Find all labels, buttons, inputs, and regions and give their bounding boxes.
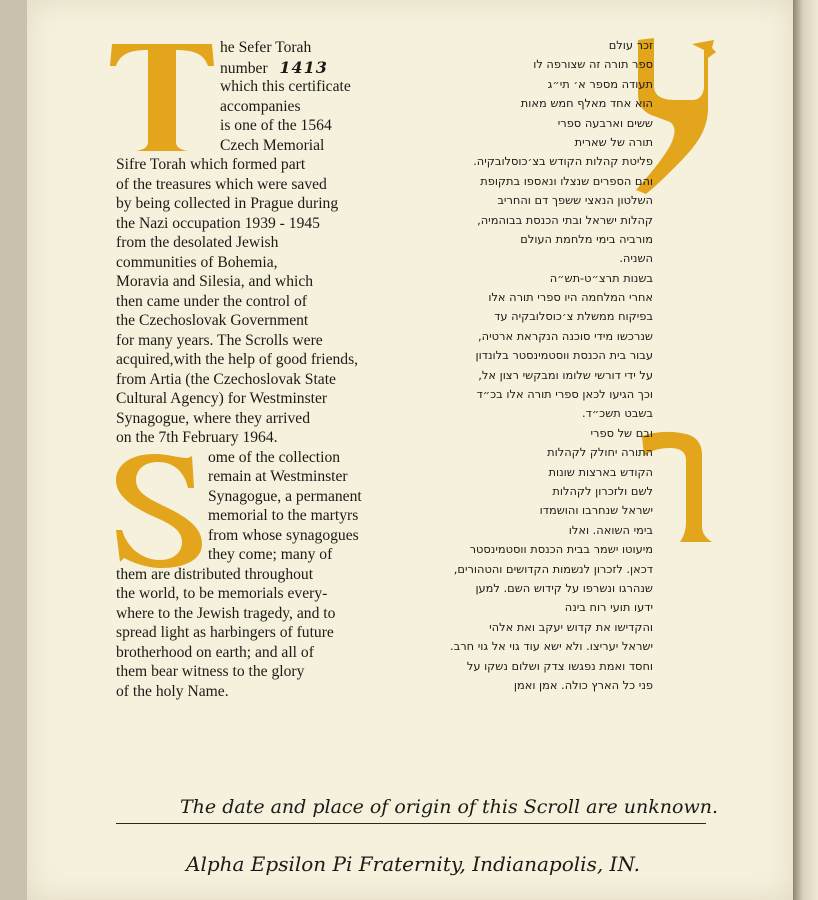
hebrew-line: בימי השואה. ואלו [568,522,653,537]
english-line: from the desolated Jewish [116,234,279,251]
hebrew-text [363,36,653,695]
divider-rule [116,823,706,824]
english-line: where to the Jewish tragedy, and to [116,604,336,622]
hebrew-line: שנרכשו מידי סוכנה הנקראת ארטיה, [478,328,653,343]
hebrew-line: לשם ולזכרון לקהלות [552,483,653,498]
hebrew-line: ישראל שנחרבו והושמדו [539,503,653,518]
english-line: from whose synagogues [208,526,359,544]
english-line: number [220,59,268,77]
hebrew-line: ששים וארבעה ספרי [557,115,653,130]
hebrew-line: תורה של שארית [574,134,653,149]
hebrew-line: וכך הגיעו לכאן ספרי תורה אלו בכ״ד [476,387,653,402]
hebrew-line: מורביה בימי מלחמת העולם [520,231,653,246]
english-line: the Czechoslovak Government [116,312,309,329]
english-line: of the holy Name. [116,682,229,700]
hebrew-line: השלטון הנאצי ששפך דם והחריב [497,193,653,208]
english-line: Synagogue, where they arrived [116,409,310,427]
hebrew-line: על ידי דורשי שלומו ומבקשי רצון אל, [478,367,653,382]
hebrew-line: קהלות ישראל ובתי הכנסת בבוהמיה, [477,212,653,227]
english-line: them are distributed throughout [116,565,314,583]
english-line: communities of Bohemia, [116,253,278,271]
english-line: they come; many of [208,546,333,563]
english-line: Czech Memorial [220,136,325,154]
hebrew-line: וחסד ואמת נפגשו צדק ושלום נשקו על [466,658,653,673]
english-line: Sifre Torah which formed part [116,156,306,173]
hebrew-line: עבור בית הכנסת ווסטמינסטר בלונדון [475,348,653,363]
hebrew-line: בשבט תשכ״ד. [581,406,653,421]
hebrew-line: ישראל יעריצו. ולא ישא עוד גוי אל גוי חרב. [450,639,653,654]
english-line: acquired,with the help of good friends, [116,351,359,368]
english-line: for many years. The Scrolls were [116,331,323,349]
english-line: spread light as harbingers of future [116,624,334,641]
english-line: of the treasures which were saved [116,175,327,193]
english-line: Synagogue, a permanent [208,487,362,505]
hebrew-line: ובם של ספרי [590,425,653,440]
hebrew-line: ספר תורה זה שצורפה לו [533,57,653,72]
page-edge [793,0,818,900]
hebrew-line: בפיקוח ממשלת צ׳כוסלובקיה עד [494,309,653,324]
hebrew-line: ידעו תועי רוח בינה [564,600,653,615]
english-line: the Nazi occupation 1939 - 1945 [116,214,320,232]
english-line: by being collected in Prague during [116,195,339,212]
english-line: accompanies [220,97,301,115]
english-line: remain at Westminster [208,468,348,485]
origin-note: The date and place of origin of this Scroll are unknown. [180,796,719,818]
hebrew-line: הוא אחד מאלף חמש מאות [520,96,653,111]
hebrew-line: התורה יחולק לקהלות [547,445,653,460]
hebrew-line: פליטת קהלות הקודש בצ׳כוסלובקיה. [473,154,653,169]
scroll-number: 1413 [279,57,328,77]
english-line: Cultural Agency) for Westminster [116,390,328,407]
english-line: ome of the collection [208,448,341,466]
recipient-name: Alpha Epsilon Pi Fraternity, Indianapolis, IN. [186,852,641,876]
english-line: them bear witness to the glory [116,663,305,680]
english-line: is one of the 1564 [220,117,332,134]
english-line: then came under the control of [116,292,307,310]
hebrew-line: והם הספרים שנצלו ונאספו בתקופת [480,173,653,188]
english-line: which this certificate [220,78,351,95]
hebrew-line: שנהרגו ונשרפו על קידוש השם. למען [475,580,653,595]
hebrew-line: זכר עולם [608,38,653,52]
english-line: brotherhood on earth; and all of [116,643,314,661]
english-line: memorial to the martyrs [208,507,359,524]
hebrew-line: הקודש בארצות שונות [548,464,653,479]
hebrew-line: דכאן. לזכרון לנשמות הקדושים והטהורים, [453,561,653,576]
english-line: he Sefer Torah [220,39,312,56]
hebrew-line: אחרי המלחמה היו ספרי תורה אלו [488,290,653,305]
hebrew-line: פני כל הארץ כולה. אמן ואמן [513,677,653,692]
hebrew-line: השניה. [619,251,653,266]
hebrew-line: והקדישו את קדוש יעקב ואת אלהי [489,619,653,634]
english-line: from Artia (the Czechoslovak State [116,370,336,388]
hebrew-line: מיעוטו ישמר בבית הכנסת ווסטמינסטר [469,542,653,557]
english-line: the world, to be memorials every- [116,585,328,602]
hebrew-line: תעודה מספר א׳ תי״ג [547,76,653,91]
english-line: on the 7th February 1964. [116,429,278,446]
english-line: Moravia and Silesia, and which [116,273,314,290]
hebrew-line: בשנות תרצ״ט-תש״ה [549,270,653,285]
